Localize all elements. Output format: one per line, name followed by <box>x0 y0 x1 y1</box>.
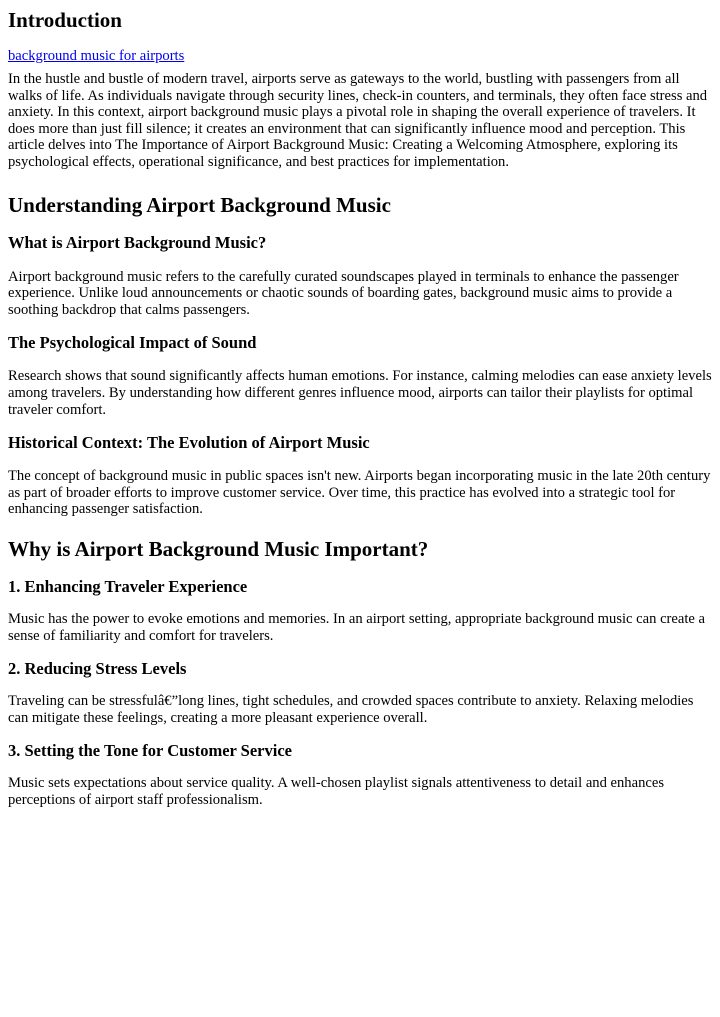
historical-paragraph: The concept of background music in public spaces isn't new. Airports began incorporating music in the late 20th century as part of broader efforts to improve customer service. Over time, this practice has evolved into a strategic tool for enhancing passenger satisfaction. <box>8 468 711 518</box>
understanding-heading: Understanding Airport Background Music <box>8 192 391 217</box>
intro-paragraph: In the hustle and bustle of modern travel, airports serve as gateways to the world, bustling with passengers from all walks of life. As individuals navigate through security lines, check-in counters, and terminals, they often face stress and anxiety. In this context, airport background music plays a pivotal role in shaping the overall experience of travelers. It does more than just fill silence; it creates an environment that can significantly influence mood and perception. This article delves into The Importance of Airport Background Music: Creating a Welcoming Atmosphere, exploring its psychological effects, operational significance, and best practices for implementation. <box>8 71 708 170</box>
enhancing-paragraph: Music has the power to evoke emotions and memories. In an airport setting, appropriate background music can create a sense of familiarity and comfort for travelers. <box>8 610 706 644</box>
tone-paragraph: Music sets expectations about service quality. A well-chosen playlist signals attentiveness to detail and enhances perceptions of airport staff professionalism. <box>8 775 665 808</box>
intro-heading: Introduction <box>8 8 122 32</box>
psychological-heading: The Psychological Impact of Sound <box>8 333 257 353</box>
why-important-heading: Why is Airport Background Music Important? <box>8 536 429 561</box>
what-is-paragraph: Airport background music refers to the carefully curated soundscapes played in terminals to enhance the passenger experience. Unlike loud announcements or chaotic sounds of boarding gates, background music aims to provide a soothing backdrop that calms passengers. <box>8 268 679 318</box>
background-music-link[interactable]: background music for airports <box>8 48 185 64</box>
reducing-paragraph: Traveling can be stressfulâ€”long lines, tight schedules, and crowded spaces contribute to anxiety. Relaxing melodies can mitigate these feelings, creating a more pleasant experience overall. <box>8 693 694 726</box>
what-is-heading: What is Airport Background Music? <box>8 232 267 252</box>
psychological-paragraph: Research shows that sound significantly affects human emotions. For instance, calming melodies can ease anxiety levels among travelers. By understanding how different genres influence mood, airports can tailor their playlists for optimal traveler comfort. <box>8 368 712 418</box>
tone-heading: 3. Setting the Tone for Customer Service <box>8 741 292 761</box>
historical-heading: Historical Context: The Evolution of Airport Music <box>8 433 370 453</box>
enhancing-heading: 1. Enhancing Traveler Experience <box>8 576 248 596</box>
reducing-heading: 2. Reducing Stress Levels <box>8 659 187 679</box>
intro-link-wrapper <box>8 47 714 65</box>
